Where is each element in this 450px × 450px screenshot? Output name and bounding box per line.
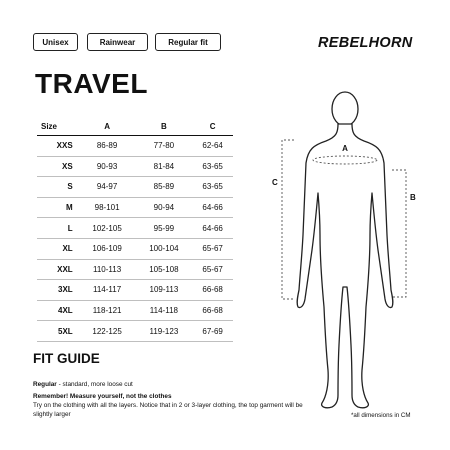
cell-c: 65-67 xyxy=(192,259,233,280)
cell-a: 86-89 xyxy=(79,136,136,157)
cell-c: 65-67 xyxy=(192,238,233,259)
cell-a: 118-121 xyxy=(79,300,136,321)
label-a: A xyxy=(342,144,348,153)
tag-unisex: Unisex xyxy=(33,33,78,51)
cell-a: 114-117 xyxy=(79,280,136,301)
tag-rainwear: Rainwear xyxy=(87,33,148,51)
cell-b: 100-104 xyxy=(135,238,192,259)
fit-regular-line xyxy=(33,380,323,389)
table-row xyxy=(37,177,233,198)
table-row xyxy=(37,238,233,259)
cell-a: 94-97 xyxy=(79,177,136,198)
cell-b: 90-94 xyxy=(135,197,192,218)
dimensions-note: *all dimensions in CM xyxy=(351,412,411,419)
table-row xyxy=(37,280,233,301)
fit-remember-block xyxy=(33,392,323,419)
brand-logo-text: REBELHORN xyxy=(318,35,413,51)
cell-size: S xyxy=(37,177,79,198)
regular-label: Regular xyxy=(33,381,57,388)
tag-regular-fit: Regular fit xyxy=(155,33,221,51)
cell-c: 63-65 xyxy=(192,156,233,177)
cell-size: XS xyxy=(37,156,79,177)
cell-size: XXL xyxy=(37,259,79,280)
bracket-b xyxy=(392,170,406,297)
cell-b: 85-89 xyxy=(135,177,192,198)
col-header-size: Size xyxy=(37,118,79,136)
cell-a: 122-125 xyxy=(79,321,136,342)
table-row xyxy=(37,218,233,239)
remember-label: Remember! Measure yourself, not the clothes xyxy=(33,393,172,400)
label-b: B xyxy=(410,193,416,202)
cell-b: 81-84 xyxy=(135,156,192,177)
remember-text: Try on the clothing with all the layers. Notice that in 2 or 3-layer clothing, the top garment will be slightly larger xyxy=(33,402,303,418)
table-row xyxy=(37,197,233,218)
cell-b: 114-118 xyxy=(135,300,192,321)
cell-b: 105-108 xyxy=(135,259,192,280)
cell-c: 66-68 xyxy=(192,300,233,321)
table-header-row xyxy=(37,118,233,136)
table-row xyxy=(37,321,233,342)
label-c: C xyxy=(272,178,278,187)
cell-c: 66-68 xyxy=(192,280,233,301)
col-header-b: B xyxy=(135,118,192,136)
cell-c: 63-65 xyxy=(192,177,233,198)
cell-a: 90-93 xyxy=(79,156,136,177)
size-table xyxy=(37,118,233,342)
cell-c: 64-66 xyxy=(192,218,233,239)
body-outline xyxy=(297,92,393,408)
cell-a: 106-109 xyxy=(79,238,136,259)
fit-guide-title: FIT GUIDE xyxy=(33,351,100,366)
bracket-c xyxy=(282,140,294,299)
cell-size: 3XL xyxy=(37,280,79,301)
cell-size: 4XL xyxy=(37,300,79,321)
regular-text: - standard, more loose cut xyxy=(56,381,133,388)
cell-b: 119-123 xyxy=(135,321,192,342)
cell-size: 5XL xyxy=(37,321,79,342)
table-row xyxy=(37,136,233,157)
cell-size: XL xyxy=(37,238,79,259)
table-row xyxy=(37,156,233,177)
cell-size: M xyxy=(37,197,79,218)
cell-c: 67-69 xyxy=(192,321,233,342)
cell-b: 95-99 xyxy=(135,218,192,239)
table-row xyxy=(37,259,233,280)
cell-b: 77-80 xyxy=(135,136,192,157)
table-row xyxy=(37,300,233,321)
cell-a: 98-101 xyxy=(79,197,136,218)
cell-c: 64-66 xyxy=(192,197,233,218)
cell-a: 102-105 xyxy=(79,218,136,239)
cell-c: 62-64 xyxy=(192,136,233,157)
page-title: TRAVEL xyxy=(35,68,148,99)
col-header-c: C xyxy=(192,118,233,136)
cell-b: 109-113 xyxy=(135,280,192,301)
brand-logo xyxy=(318,32,418,52)
cell-a: 110-113 xyxy=(79,259,136,280)
body-measurement-figure xyxy=(270,75,440,420)
cell-size: XXS xyxy=(37,136,79,157)
col-header-a: A xyxy=(79,118,136,136)
cell-size: L xyxy=(37,218,79,239)
